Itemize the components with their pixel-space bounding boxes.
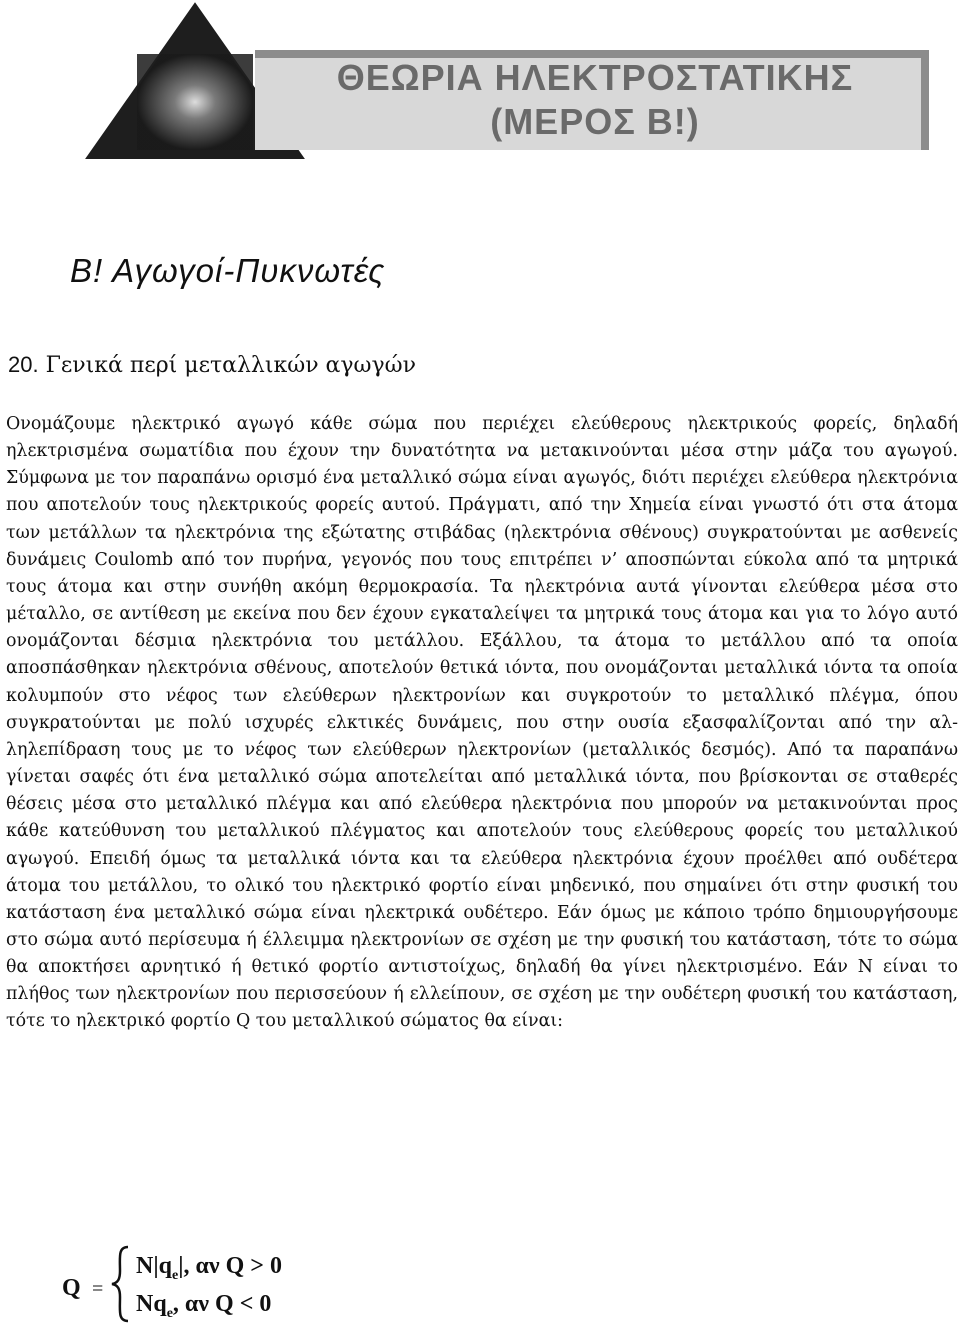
case2-expression: Nq xyxy=(136,1291,167,1317)
formula-case-positive xyxy=(136,1253,282,1283)
case2-condition: , αν Q < 0 xyxy=(172,1291,272,1317)
case1-condition: , αν Q > 0 xyxy=(183,1253,282,1279)
section-heading xyxy=(8,352,416,378)
case2-subscript: e xyxy=(166,1306,173,1321)
paragraph-text: Ονομάζουμε ηλεκτρικό αγωγό κάθε σώμα που περιέχει ελεύθερους ηλεκτρικούς φορείς, δηλαδή ηλεκτρισμένα σωματίδια που έχουν την δυνατότητα να μετακινούνται μέσα στην μάζα του αγωγού. Σύμφωνα με τον παραπάνω ορισμό ένα μεταλλικό σώμα είναι αγωγός, διότι περιέχει ελεύθερα ηλεκτρόνια που αποτελούν τους ηλεκτρικούς φορείς αυτού. Πράγματι, από την Χημεία είναι γνωστό ότι στα άτομα των μετάλλων τα ηλεκτρόνια της εξώτατης στιβάδας (ηλεκτρόνια σθένους) συγκρατούνται με ασθενείς δυνάμεις Coulomb από τον πυρήνα, γεγονός που τους επιτρέπει ν’ αποσπώνται εύκολα από τα μητρικά τους άτομα και στην συνήθη ακόμη θερμοκρασία. Τα ηλεκτρόνια αυτά γίνονται ελεύθερα μέσα στο μέταλλο, σε αντίθεση με εκείνα που δεν έχουν εγκαταλείψει τα μητρικά τους άτομα και για το λόγο αυτό ονομάζονται δέσμια ηλεκτρόνια του μετάλλου. Εξάλλου, τα άτομα το μετάλλου από τα οποία αποσπάσθηκαν ηλεκτρόνια σθένους, αποτελούν θετικά ιόντα, που ονομάζονται μεταλλικά ιόντα τα οποία κολυμπούν στο νέφος των ελεύθερων ηλεκτρονίων και συγκροτούν το μεταλλικό πλέγμα, όπου συγκρατούνται με πολύ ισχυρές ελκτικές δυνάμεις, που στην ουσία εξασφαλίζονται από την αλληλεπίδραση τους με το νέφος των ελεύθερων ηλεκτρονίων (μεταλλικός δεσμός). Από τα παραπάνω γίνεται σαφές ότι ένα μεταλλικό σώμα αποτελείται από μεταλλικά ιόντα, που βρίσκονται σε σταθερές θέσεις μέσα στο μεταλλικό πλέγμα και από ελεύθερα ηλεκτρόνια που μπορούν να μετακινούνται προς κάθε κατεύθυνση του μεταλλικού πλέγματος και αποτελούν τους ελεύθερους φορείς του μεταλλικού αγωγού. Επειδή όμως τα μεταλλικά ιόντα και τα ελεύθερα ηλεκτρόνια έχουν προέλθει από ουδέτερα άτομα του μετάλλου, το ολικό του ηλεκτρικό φορτίο είναι μηδενικό, που σημαίνει ότι στην φυσική του κατάσταση ένα μεταλλικό σώμα είναι ηλεκτρικά ουδέτερο. Εάν όμως με κάποιο τρόπο δημιουργήσουμε στο σώμα αυτό περίσευμα ή έλλειμμα ηλεκτρονίων σε σχέση με την φυσική του κατάσταση, τότε το σώμα θα αποκτήσει αρνητικό ή θετικό φορτίο αντιστοίχως, δηλαδή θα γίνει ηλεκτρισμένο. Εάν Ν είναι το πλήθος των ηλεκτρονίων που περισσεύουν ή ελλείπουν, σε σχέση με την ουδέτερη φυσική του κατάσταση, τότε το ηλεκτρικό φορτίο Q του μεταλλικού σώματος θα είναι: xyxy=(6,414,958,1032)
header-banner xyxy=(75,0,945,160)
left-brace xyxy=(110,1245,132,1323)
section-title: Γενικά περί μεταλλικών αγωγών xyxy=(45,353,416,378)
banner-title-line1: ΘΕΩΡΙΑ ΗΛΕΚΤΡΟΣΤΑΤΙΚΗΣ xyxy=(336,57,854,98)
formula-lhs: Q xyxy=(62,1275,81,1301)
chapter-title: Β! Αγωγοί-Πυκνωτές xyxy=(70,252,386,289)
charge-formula xyxy=(62,1245,462,1325)
formula-equals: = xyxy=(92,1278,104,1300)
section-number: 20. xyxy=(8,352,39,377)
case1-expression: N|q xyxy=(136,1253,172,1279)
case1-abs-close: | xyxy=(178,1253,184,1279)
case1-subscript: e xyxy=(171,1268,179,1283)
formula-case-negative xyxy=(136,1291,272,1321)
banner-title-line2: (ΜΕΡΟΣ Β!) xyxy=(490,101,700,142)
body-paragraph xyxy=(6,411,958,1036)
banner-title xyxy=(285,56,905,144)
